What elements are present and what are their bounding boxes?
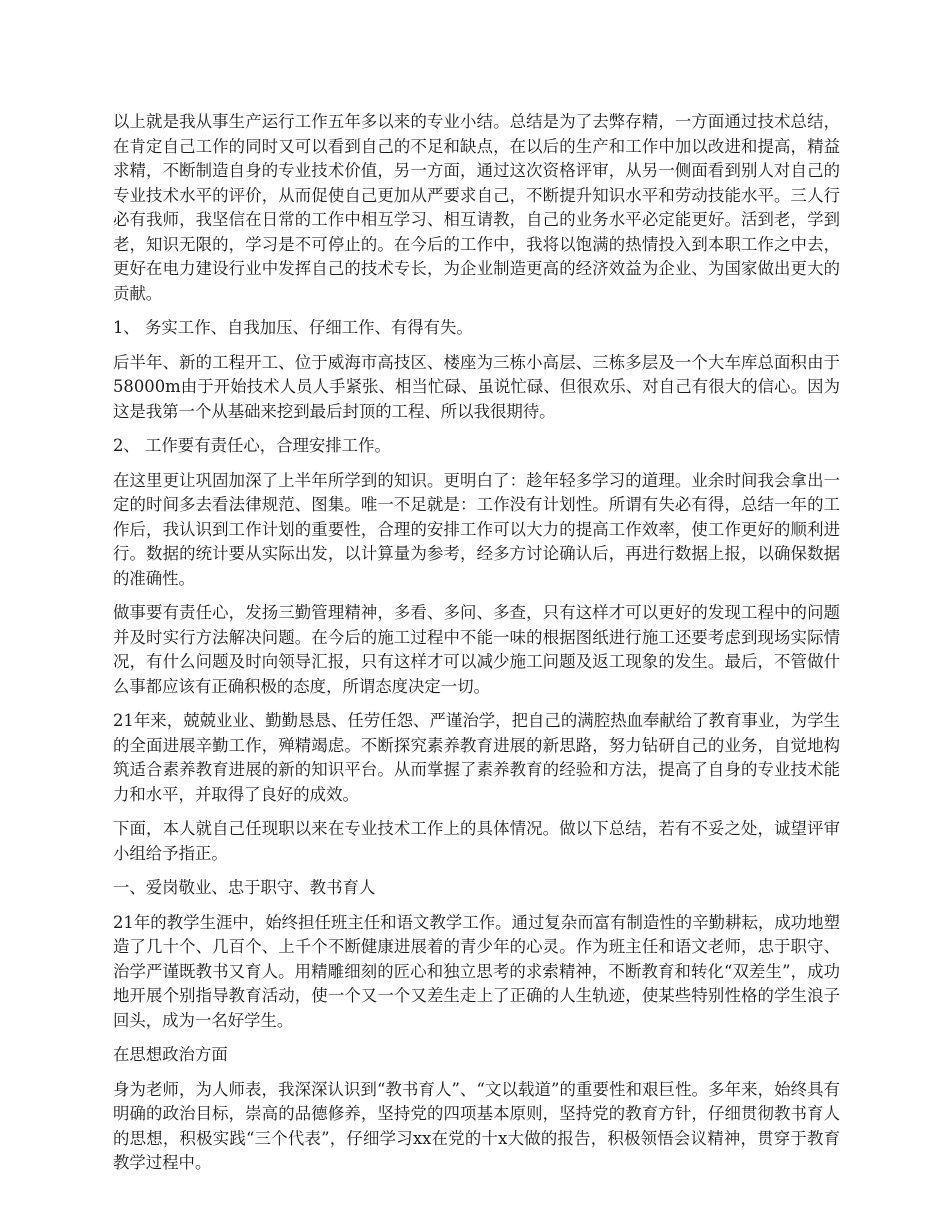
document-body [113, 110, 840, 1186]
paragraph-teacher-role: 身为老师，为人师表，我深深认识到“教书育人”、“文以载道”的重要性和艰巨性。多年来，始终具有明确的政治目标，崇高的品德修养，坚持党的四项基本原则，坚持党的教育方针，仔细贯彻教书育人的思想，积极实践“三个代表”，仔细学习xx在党的十x大做的报告，积极领悟会议精神，贯穿于教育教学过程中。 [113, 1079, 840, 1172]
paragraph-summary: 以上就是我从事生产运行工作五年多以来的专业小结。总结是为了去弊存精，一方面通过技术总结，在肯定自己工作的同时又可以看到自己的不足和缺点，在以后的生产和工作中加以改进和提高，精益求精，不断制造自身的专业技术价值，另一方面，通过这次资格评审，从另一侧面看到别人对自己的专业技术水平的评价，从而促使自己更加从严要求自己，不断提升知识水平和劳动技能水平。三人行必有我师，我坚信在日常的工作中相互学习、相互请教，自己的业务水平必定能更好。活到老，学到老，知识无限的，学习是不可停止的。在今后的工作中，我将以饱满的热情投入到本职工作之中去，更好在电力建设行业中发挥自己的技术专长，为企业制造更高的经济效益为企业、为国家做出更大的贡献。 [113, 112, 840, 303]
heading-dedication: 一、爱岗敬业、忠于职守、教书育人 [113, 878, 376, 897]
paragraph-diligence: 做事要有责任心，发扬三勤管理精神，多看、多问、多查，只有这样才可以更好的发现工程中的问题并及时实行方法解决问题。在今后的施工过程中不能一味的根据图纸进行施工还要考虑到现场实际情况，有什么问题及时向领导汇报，只有这样才可以减少施工问题及返工现象的发生。最后，不管做什么事都应该有正确积极的态度，所谓态度决定一切。 [113, 603, 840, 696]
heading-political: 在思想政治方面 [113, 1045, 228, 1064]
heading-responsibility: 2、 工作要有责任心，合理安排工作。 [113, 436, 391, 455]
paragraph-21-years: 21年来，兢兢业业、勤勤恳恳、任劳任怨、严谨治学，把自己的满腔热血奉献给了教育事业，为学生的全面进展辛勤工作，殚精竭虑。不断探究素养教育进展的新思路，努力钻研自己的业务，自觉地构筑适合素养教育进展的新的知识平台。从而掌握了素养教育的经验和方法，提高了自身的专业技术能力和水平，并取得了良好的成效。 [113, 711, 840, 804]
heading-practical-work: 1、 务实工作、自我加压、仔细工作、有得有失。 [113, 318, 473, 337]
paragraph-new-project: 后半年、新的工程开工、位于威海市高技区、楼座为三栋小高层、三栋多层及一个大车库总面积由于58000m由于开始技术人员人手紧张、相当忙碌、虽说忙碌、但很欢乐、对自己有很大的信心。因为这是我第一个从基础来挖到最后封顶的工程、所以我很期待。 [113, 352, 840, 421]
paragraph-intro-summary: 下面，本人就自己任现职以来在专业技术工作上的具体情况。做以下总结，若有不妥之处，诚望评审小组给予指正。 [113, 819, 840, 863]
paragraph-teaching-career: 21年的教学生涯中，始终担任班主任和语文教学工作。通过复杂而富有制造性的辛勤耕耘，成功地塑造了几十个、几百个、上千个不断健康进展着的青少年的心灵。作为班主任和语文老师，忠于职守、治学严谨既教书又育人。用精雕细刻的匠心和独立思考的求索精神，不断教育和转化“双差生”，成功地开展个别指导教育活动，使一个又一个又差生走上了正确的人生轨迹，使某些特别性格的学生浪子回头，成为一名好学生。 [113, 912, 840, 1030]
paragraph-consolidation: 在这里更让巩固加深了上半年所学到的知识。更明白了：趁年轻多学习的道理。业余时间我会拿出一定的时间多去看法律规范、图集。唯一不足就是：工作没有计划性。所谓有失必有得，总结一年的工作后，我认识到工作计划的重要性，合理的安排工作可以大力的提高工作效率，使工作更好的顺利进行。数据的统计要从实际出发，以计算量为参考，经多方讨论确认后，再进行数据上报，以确保数据的准确性。 [113, 470, 840, 588]
